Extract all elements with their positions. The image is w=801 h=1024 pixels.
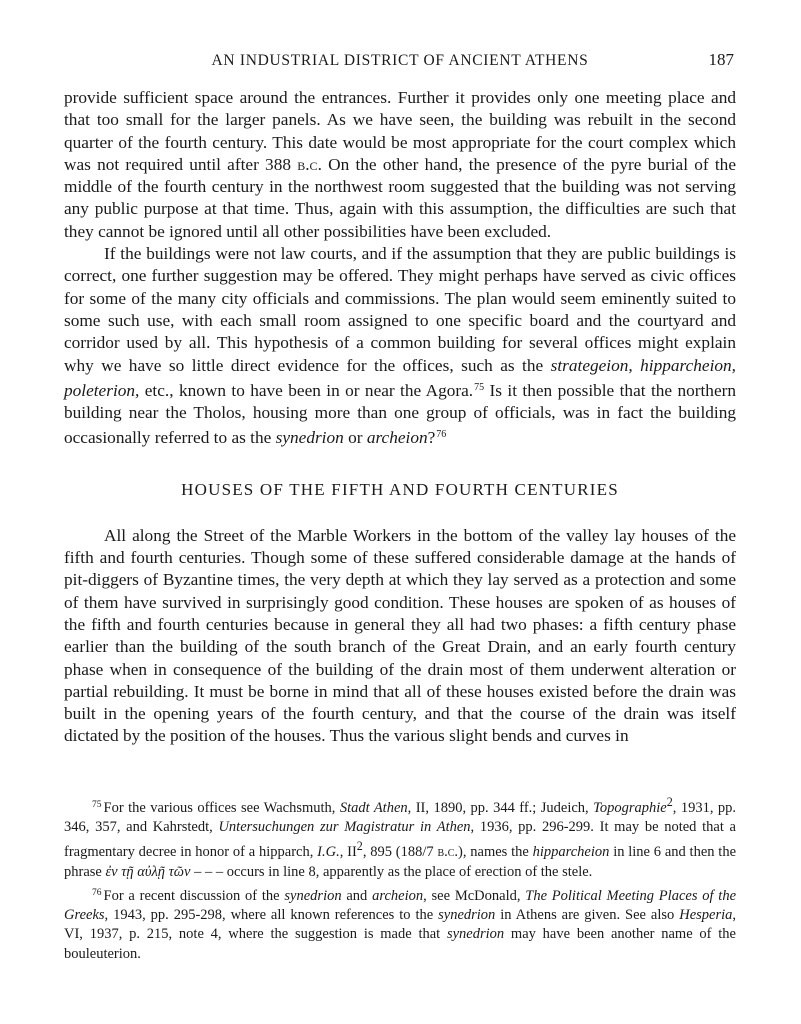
text-run: or (343, 428, 367, 448)
footnote-75 (64, 793, 736, 882)
text-run: For a recent discussion of the (103, 887, 285, 904)
citation-title: Hesperia (679, 907, 733, 924)
text-run: , II (339, 844, 357, 861)
paragraph-3: All along the Street of the Marble Workers in the bottom of the valley lay houses of the fifth and fourth centuries. Though some of these suffered considerable damage at the hands of pit-diggers of Byzantine times, the very depth at which they lay served as a protection and some of them have survived in surprisingly good condition. These houses are spoken of as houses of the fifth and fourth centuries because in general they all had two phases: a fifth century phase earlier than the building of the south branch of the Great Drain, and an early fourth century phase when in consequence of the building of the drain most of them underwent alteration or partial rebuilding. It must be borne in mind that all of these houses existed before the drain was built in the opening years of the fourth century, and that the course of the drain was itself dictated by the position of the houses. Thus the various slight bends and curves in (64, 525, 736, 746)
text-run: , VI, 1937, p. 215, note 4, where the suggestion is made that (64, 907, 737, 943)
footnote-76 (64, 884, 736, 964)
text-run: , 1931, pp. 346, 357, and Kahrstedt, (64, 799, 737, 836)
text-run: Is it then possible that the northern building near the Tholos, housing more than one group of officials, was in fact the building occasionally referred to as the (64, 380, 737, 448)
text-run: ? (427, 428, 436, 448)
text-run: If the buildings were not law courts, and if the assumption that they are public buildings is correct, one further suggestion may be offered. They might perhaps have served as civic offices for some of the many city officials and commissions. The plan would seem eminently suited to some such use, with each small room assigned to one specific board and the courtyard and corridor used by all. This hypothesis of a common building for several offices might explain why we have so little direct evidence for the offices, such as the (64, 244, 736, 375)
italic-terms: strategeion, hipparcheion, poleterion, (64, 355, 736, 400)
text-run: ), names the (458, 844, 533, 861)
italic-term: synedrion (446, 926, 505, 943)
citation-title: Untersuchungen zur Magistratur in Athen (218, 819, 471, 836)
text-run: On the other hand, the presence of the pyre burial of the middle of the fourth century in the northwest room suggested that the building was not serving any public purpose at that time. Thus, again with this assumption, the difficulties are such that they cannot be ignored until all other possibilities have been excluded. (64, 154, 736, 241)
page-number: 187 (708, 50, 734, 69)
text-run: in line 6 and then the phrase (64, 844, 737, 880)
footnote-number: 75 (92, 799, 102, 810)
greek-phrase: ἐν τῇ αὐλῇ τῶν (105, 863, 191, 880)
italic-term: hipparcheion (532, 844, 610, 861)
text-run: , see McDonald, (423, 887, 526, 904)
text-run: , 1936, pp. 296-299. It may be noted that a fragmentary decree in honor of a hipparch, (64, 819, 736, 861)
citation-title: I.G. (317, 844, 340, 861)
citation-title: The Political Meeting Places of the Greeks (64, 887, 737, 924)
citation-title: Topographie (593, 799, 667, 816)
paragraph-2 (64, 243, 736, 450)
text-run: , 895 (188/7 (362, 844, 438, 861)
footnotes (64, 793, 736, 966)
citation-title: Stadt Athen (339, 799, 408, 816)
footnote-ref-75[interactable]: 75 (474, 381, 485, 393)
text-run: and (341, 887, 373, 904)
footnote-number: 76 (92, 887, 102, 898)
text-run: For the various offices see Wachsmuth, (103, 799, 340, 816)
page-header (64, 50, 736, 74)
main-text (64, 87, 736, 748)
italic-term: archeion (372, 887, 424, 904)
superscript: 2 (666, 795, 673, 809)
italic-term: archeion (366, 428, 428, 448)
bc-abbrev: b.c. (437, 844, 459, 861)
text-run: etc., known to have been in or near the Agora. (139, 380, 474, 400)
section-heading: HOUSES OF THE FIFTH AND FOURTH CENTURIES (181, 479, 619, 499)
superscript: 2 (356, 839, 363, 854)
footnote-ref-76[interactable]: 76 (436, 429, 447, 441)
italic-term: synedrion (438, 907, 496, 924)
italic-term: synedrion (284, 887, 342, 904)
running-title: AN INDUSTRIAL DISTRICT OF ANCIENT ATHENS (211, 52, 589, 69)
text-run: in Athens are given. See also (495, 907, 680, 924)
text-run: may have been another name of the bouleuterion. (64, 926, 736, 962)
italic-term: synedrion (275, 428, 344, 448)
text-run: , 1943, pp. 295-298, where all known references to the (104, 907, 439, 924)
paragraph-1 (64, 87, 736, 243)
bc-abbrev: b.c. (297, 154, 322, 174)
text-run: – – – occurs in line 8, apparently as the place of erection of the stele. (190, 863, 593, 880)
text-run: provide sufficient space around the entrances. Further it provides only one meeting place and that too small for the larger panels. As we have seen, the building was rebuilt in the second quarter of the fourth century. This date would be most appropriate for the court complex which was not required until after 388 (64, 88, 736, 174)
text-run: , II, 1890, pp. 344 ff.; Judeich, (407, 799, 594, 816)
